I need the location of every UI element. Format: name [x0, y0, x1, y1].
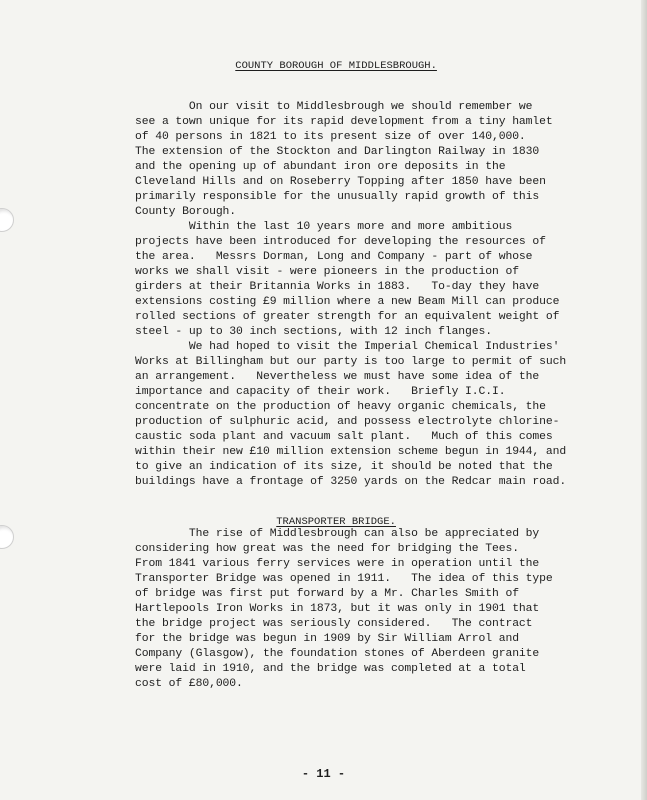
text-line: Company (Glasgow), the foundation stones of Aberdeen granite	[135, 648, 540, 660]
text-line: within their new £10 million extension scheme begun in 1944, and	[135, 446, 567, 458]
page-title	[0, 45, 647, 87]
text-line: caustic soda plant and vacuum salt plant. Much of this comes	[135, 431, 553, 443]
text-line: were laid in 1910, and the bridge was completed at a total	[135, 663, 526, 675]
text-line: projects have been introduced for developing the resources of	[135, 236, 546, 248]
text-line: rolled sections of greater strength for an equivalent weight of	[135, 311, 560, 323]
page-edge	[641, 0, 647, 800]
text-line: girders at their Britannia Works in 1883. To-day they have	[135, 281, 540, 293]
text-line: for the bridge was begun in 1909 by Sir William Arrol and	[135, 633, 519, 645]
text-line: of bridge was first put forward by a Mr. Charles Smith of	[135, 588, 519, 600]
paragraph-history	[135, 100, 595, 220]
text-line: the area. Messrs Dorman, Long and Company - part of whose	[135, 251, 533, 263]
page-number: - 11 -	[301, 767, 346, 781]
text-line: County Borough.	[135, 206, 237, 218]
page-title-text: COUNTY BOROUGH OF MIDDLESBROUGH.	[235, 60, 437, 72]
text-line: and the opening up of abundant iron ore deposits in the	[135, 161, 506, 173]
text-line: Hartlepools Iron Works in 1873, but it was only in 1901 that	[135, 603, 540, 615]
text-line: to give an indication of its size, it should be noted that the	[135, 461, 553, 473]
text-line: the bridge project was seriously considered. The contract	[135, 618, 533, 630]
text-line: an arrangement. Nevertheless we must have some idea of the	[135, 371, 540, 383]
text-line: steel - up to 30 inch sections, with 12 inch flanges.	[135, 326, 492, 338]
paragraph-transporter-bridge	[135, 527, 595, 692]
text-line: Within the last 10 years more and more ambitious	[135, 221, 513, 233]
text-line: We had hoped to visit the Imperial Chemical Industries'	[135, 341, 560, 353]
text-line: The rise of Middlesbrough can also be appreciated by	[135, 528, 540, 540]
section-title-text: TRANSPORTER BRIDGE.	[276, 516, 396, 528]
paragraph-ici	[135, 340, 595, 490]
text-line: see a town unique for its rapid development from a tiny hamlet	[135, 116, 553, 128]
text-line: extensions costing £9 million where a new Beam Mill can produce	[135, 296, 560, 308]
text-line: primarily responsible for the unusually rapid growth of this	[135, 191, 540, 203]
text-line: production of sulphuric acid, and possess electrolyte chlorine-	[135, 416, 560, 428]
text-line: of 40 persons in 1821 to its present size of over 140,000.	[135, 131, 526, 143]
text-line: Cleveland Hills and on Roseberry Topping after 1850 have been	[135, 176, 546, 188]
text-line: buildings have a frontage of 3250 yards on the Redcar main road.	[135, 476, 567, 488]
text-line: concentrate on the production of heavy organic chemicals, the	[135, 401, 546, 413]
punch-hole	[0, 208, 14, 232]
text-line: works we shall visit - were pioneers in the production of	[135, 266, 519, 278]
paragraph-dorman-long	[135, 220, 595, 340]
text-line: cost of £80,000.	[135, 678, 243, 690]
text-line: considering how great was the need for bridging the Tees.	[135, 543, 519, 555]
text-line: From 1841 various ferry services were in operation until the	[135, 558, 540, 570]
text-line: On our visit to Middlesbrough we should remember we	[135, 101, 533, 113]
text-line: Transporter Bridge was opened in 1911. The idea of this type	[135, 573, 553, 585]
text-line: importance and capacity of their work. Briefly I.C.I.	[135, 386, 506, 398]
text-line: Works at Billingham but our party is too large to permit of such	[135, 356, 567, 368]
text-line: The extension of the Stockton and Darlington Railway in 1830	[135, 146, 540, 158]
